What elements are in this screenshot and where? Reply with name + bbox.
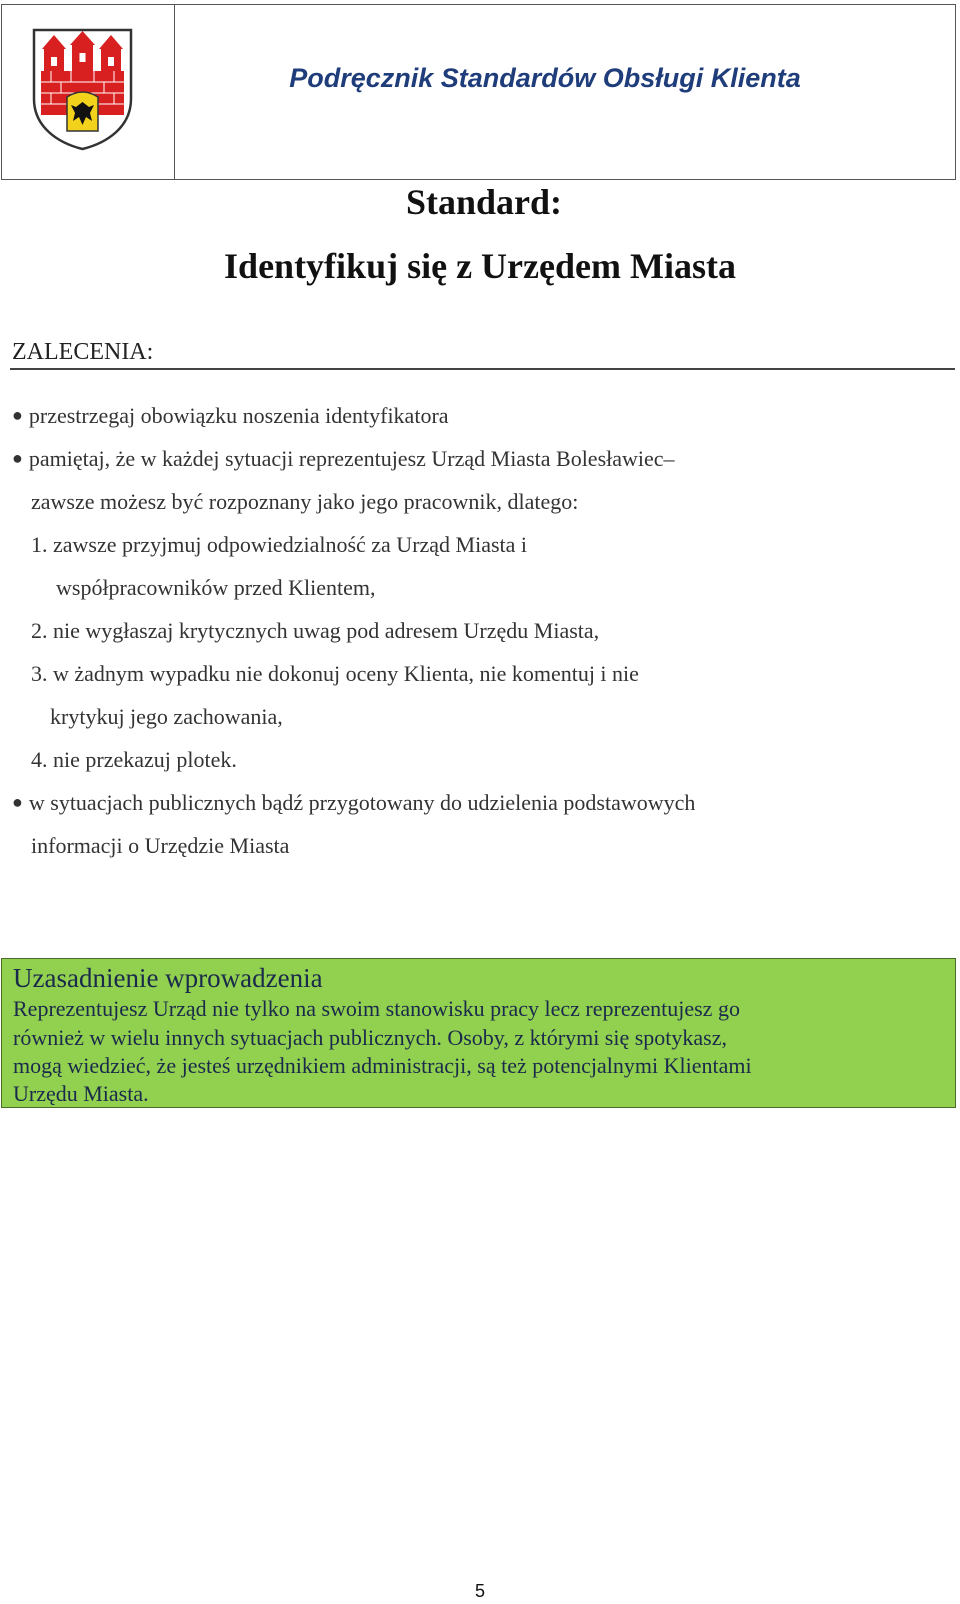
- recommendation-continuation: zawsze możesz być rozpoznany jako jego pracownik, dlatego:: [31, 489, 579, 514]
- numbered-item-continuation: współpracowników przed Klientem,: [56, 575, 376, 600]
- justification-line: mogą wiedzieć, że jesteś urzędnikiem administracji, są też potencjalnymi Klientami: [13, 1053, 752, 1078]
- bullet-icon: ●: [12, 448, 23, 468]
- logo-cell: [2, 5, 175, 179]
- heading-divider: [10, 368, 955, 370]
- recommendations-heading: ZALECENIA:: [12, 339, 154, 365]
- recommendation-item: ● przestrzegaj obowiązku noszenia identyfikatora: [12, 403, 449, 428]
- numbered-item: 1. zawsze przyjmuj odpowiedzialność za Urząd Miasta i: [31, 532, 528, 557]
- standard-title: Identyfikuj się z Urzędem Miasta: [224, 246, 736, 286]
- bullet-icon: ●: [12, 405, 23, 425]
- numbered-item-continuation: krytykuj jego zachowania,: [50, 704, 283, 729]
- justification-box: [1, 958, 956, 1108]
- recommendation-item: ● w sytuacjach publicznych bądź przygotowany do udzielenia podstawowych: [12, 790, 696, 815]
- justification-line: Urzędu Miasta.: [13, 1081, 149, 1106]
- recommendation-item: ● pamiętaj, że w każdej sytuacji reprezentujesz Urząd Miasta Bolesławiec–: [12, 446, 675, 471]
- justification-title: Uzasadnienie wprowadzenia: [13, 963, 323, 993]
- coat-of-arms-logo: [31, 27, 134, 151]
- bullet-icon: ●: [12, 792, 23, 812]
- numbered-item: 2. nie wygłaszaj krytycznych uwag pod adresem Urzędu Miasta,: [31, 618, 600, 643]
- standard-label: Standard:: [405, 182, 563, 222]
- justification-line: Reprezentujesz Urząd nie tylko na swoim stanowisku pracy lecz reprezentujesz go: [13, 996, 740, 1021]
- recommendation-continuation: informacji o Urzędzie Miasta: [31, 833, 290, 858]
- numbered-item: 4. nie przekazuj plotek.: [31, 747, 237, 772]
- numbered-item: 3. w żadnym wypadku nie dokonuj oceny Klienta, nie komentuj i nie: [31, 661, 639, 686]
- page-number: 5: [474, 1581, 485, 1601]
- document-title: Podręcznik Standardów Obsługi Klienta: [289, 63, 801, 93]
- page-header: [1, 4, 956, 180]
- justification-line: również w wielu innych sytuacjach publicznych. Osoby, z którymi się spotykasz,: [13, 1025, 728, 1050]
